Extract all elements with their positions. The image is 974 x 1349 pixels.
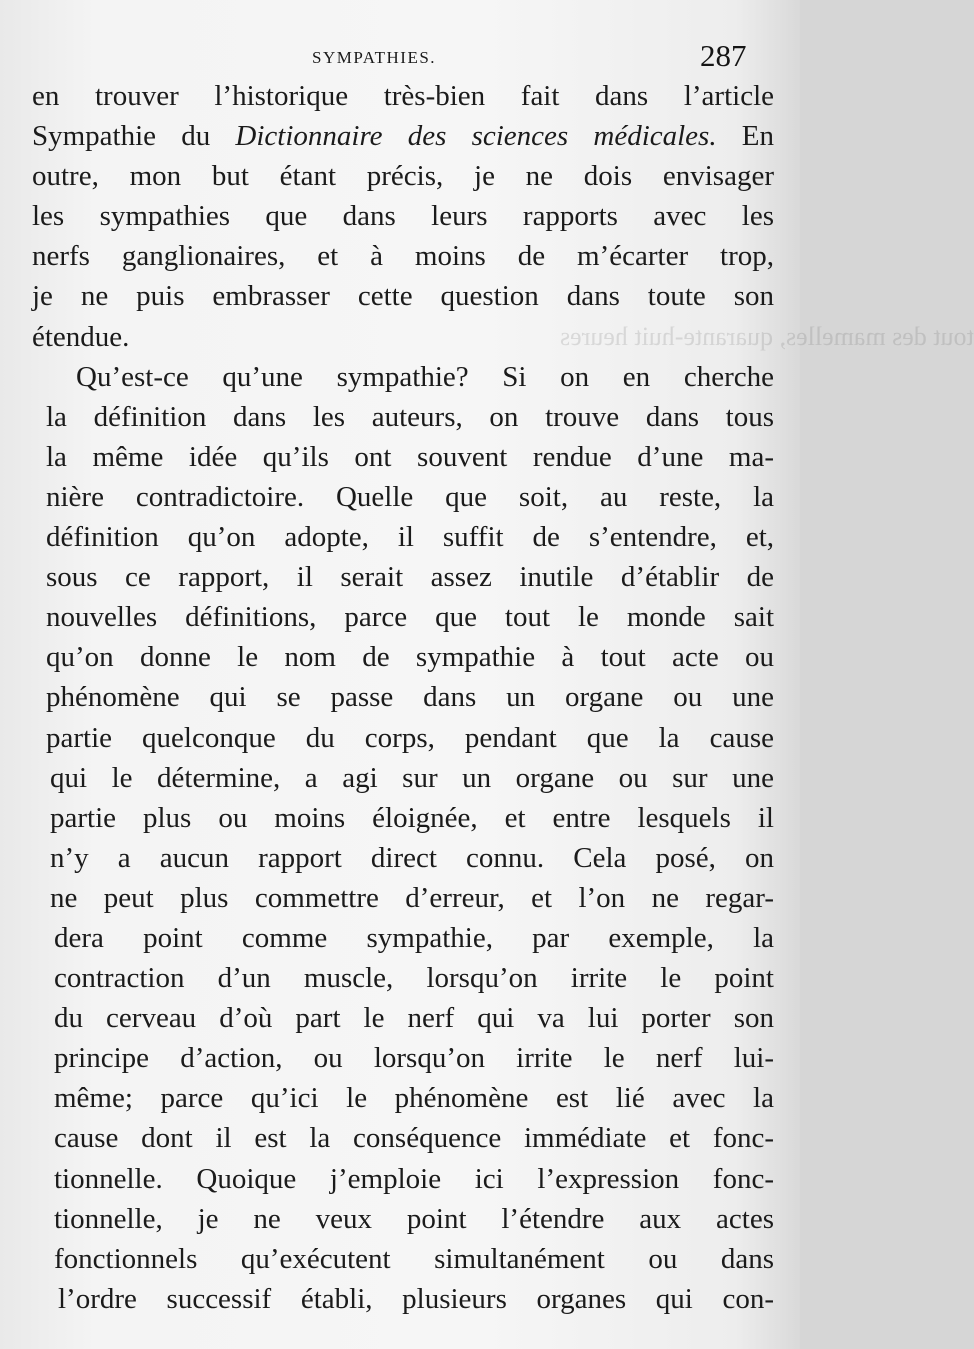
running-title: SYMPATHIES. — [312, 48, 437, 67]
text-line: nouvelles définitions, parce que tout le monde sait — [46, 601, 774, 634]
text-line: n’y a aucun rapport direct connu. Cela posé, on — [50, 841, 774, 874]
text-line: contraction d’un muscle, lorsqu’on irrite le point — [54, 962, 774, 995]
text-line: nière contradictoire. Quelle que soit, au reste, la — [46, 480, 774, 513]
show-through-text: tout des mamelles, quarante-huit heures — [560, 322, 974, 351]
text-line: ne peut plus commettre d’erreur, et l’on ne regar- — [50, 881, 774, 914]
text-line: partie plus ou moins éloignée, et entre lesquels il — [50, 801, 774, 834]
text-line: fonctionnels qu’exécutent simultanément ou dans — [54, 1242, 774, 1275]
text-line: nerfs ganglionaires, et à moins de m’écarter trop, — [32, 240, 774, 273]
text-segment: Sympathie du — [32, 120, 236, 153]
text-line: Qu’est-ce qu’une sympathie? Si on en cherche — [76, 360, 774, 393]
text-line: je ne puis embrasser cette question dans toute son — [32, 280, 774, 313]
text-line: du cerveau d’où part le nerf qui va lui porter son — [54, 1002, 774, 1035]
text-line: même; parce qu’ici le phénomène est lié avec la — [54, 1082, 774, 1115]
text-line: l’ordre successif établi, plusieurs organes qui con- — [58, 1282, 774, 1315]
italic-title: Dictionnaire des sciences médicales. — [235, 120, 717, 153]
text-line: phénomène qui se passe dans un organe ou une — [46, 681, 774, 714]
page-number: 287 — [700, 38, 747, 73]
text-line: tionnelle, je ne veux point l’étendre aux actes — [54, 1202, 774, 1235]
text-line: qui le détermine, a agi sur un organe ou sur une — [50, 761, 774, 794]
text-line: la définition dans les auteurs, on trouve dans tous — [46, 400, 774, 433]
text-line: dera point comme sympathie, par exemple, la — [54, 921, 774, 954]
text-line: outre, mon but étant précis, je ne dois envisager — [32, 160, 774, 193]
text-line: étendue. — [32, 320, 130, 353]
text-line: sous ce rapport, il serait assez inutile d’établir de — [46, 561, 774, 594]
text-line: principe d’action, ou lorsqu’on irrite le nerf lui- — [54, 1042, 774, 1075]
text-segment: En — [716, 120, 774, 153]
text-line: partie quelconque du corps, pendant que la cause — [46, 721, 774, 754]
body-text — [32, 76, 774, 1319]
text-line: en trouver l’historique très-bien fait dans l’article — [32, 80, 774, 112]
text-line: qu’on donne le nom de sympathie à tout acte ou — [46, 641, 774, 674]
text-line: les sympathies que dans leurs rapports avec les — [32, 200, 774, 233]
text-line: la même idée qu’ils ont souvent rendue d’une ma- — [46, 440, 774, 473]
text-line — [32, 116, 774, 156]
text-line: tionnelle. Quoique j’emploie ici l’expression fonc- — [54, 1162, 774, 1195]
text-line: cause dont il est la conséquence immédiate et fonc- — [54, 1122, 774, 1155]
text-line: définition qu’on adopte, il suffit de s’entendre, et, — [46, 521, 774, 554]
